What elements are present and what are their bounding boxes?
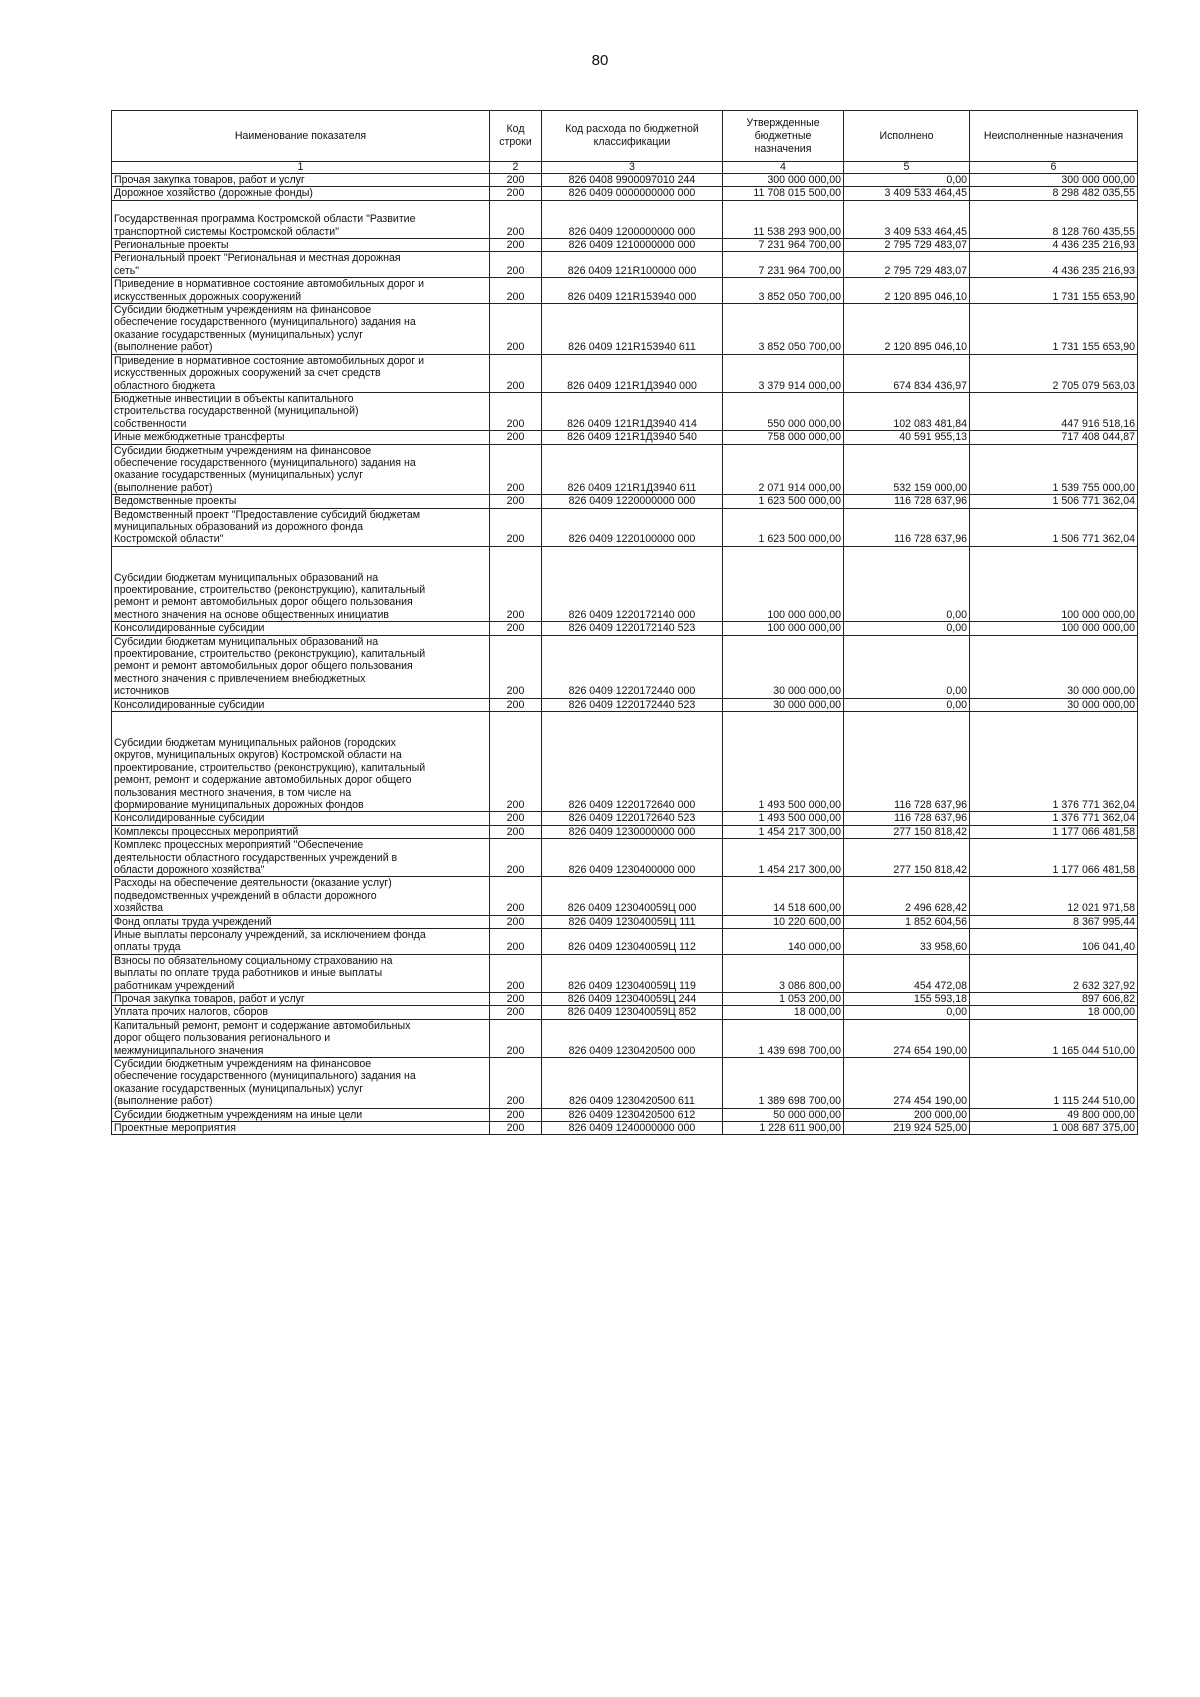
approved-amount-cell: 550 000 000,00 (723, 392, 844, 430)
unexecuted-amount-cell: 30 000 000,00 (970, 635, 1138, 698)
approved-amount-cell: 1 228 611 900,00 (723, 1122, 844, 1135)
row-code-cell: 200 (490, 1019, 542, 1057)
row-name-cell: Прочая закупка товаров, работ и услуг (112, 174, 490, 187)
approved-amount-cell: 1 454 217 300,00 (723, 825, 844, 838)
expense-code-cell: 826 0409 121R1Д3940 611 (542, 444, 723, 495)
row-code-cell: 200 (490, 812, 542, 825)
approved-amount-cell: 7 231 964 700,00 (723, 239, 844, 252)
approved-amount-cell: 140 000,00 (723, 928, 844, 954)
approved-amount-cell: 50 000 000,00 (723, 1108, 844, 1121)
row-code-cell: 200 (490, 712, 542, 812)
row-name-cell: Комплексы процессных мероприятий (112, 825, 490, 838)
table-row (112, 508, 1138, 546)
executed-amount-cell: 0,00 (844, 622, 970, 635)
row-code-cell: 200 (490, 278, 542, 304)
table-row (112, 698, 1138, 711)
table-row (112, 174, 1138, 187)
row-name-cell: Приведение в нормативное состояние автомобильных дорог и искусственных дорожных сооружений за счет средств областного бюджета (112, 354, 490, 392)
executed-amount-cell: 116 728 637,96 (844, 508, 970, 546)
unexecuted-amount-cell: 1 731 155 653,90 (970, 278, 1138, 304)
row-code-cell: 200 (490, 1058, 542, 1109)
table-row (112, 546, 1138, 621)
row-name-cell: Субсидии бюджетным учреждениям на финансовое обеспечение государственного (муниципального) задания на оказание государственных (муниципальных) услуг (выполнение работ) (112, 444, 490, 495)
table-row (112, 954, 1138, 992)
unexecuted-amount-cell: 1 177 066 481,58 (970, 839, 1138, 877)
executed-amount-cell: 33 958,60 (844, 928, 970, 954)
unexecuted-amount-cell: 1 376 771 362,04 (970, 712, 1138, 812)
expense-code-cell: 826 0409 1230000000 000 (542, 825, 723, 838)
unexecuted-amount-cell: 1 165 044 510,00 (970, 1019, 1138, 1057)
table-row (112, 278, 1138, 304)
row-code-cell: 200 (490, 431, 542, 444)
unexecuted-amount-cell: 1 115 244 510,00 (970, 1058, 1138, 1109)
unexecuted-amount-cell: 897 606,82 (970, 993, 1138, 1006)
header-unexecuted: Неисполненные назначения (970, 111, 1138, 162)
row-code-cell: 200 (490, 839, 542, 877)
row-code-cell: 200 (490, 825, 542, 838)
unexecuted-amount-cell: 447 916 518,16 (970, 392, 1138, 430)
row-name-cell: Субсидии бюджетам муниципальных районов (городских округов, муниципальных округов) Костромской области на проектирование, строительство (реконструкцию), капитальный ремонт, ремонт и содержание автомобильных дорог общего пользования местного значения, в том числе на формирование муниципальных дорожных фондов (112, 712, 490, 812)
expense-code-cell: 826 0409 1200000000 000 (542, 200, 723, 238)
executed-amount-cell: 2 120 895 046,10 (844, 304, 970, 355)
executed-amount-cell: 102 083 481,84 (844, 392, 970, 430)
row-code-cell: 200 (490, 928, 542, 954)
row-name-cell: Иные выплаты персоналу учреждений, за исключением фонда оплаты труда (112, 928, 490, 954)
table-row (112, 1006, 1138, 1019)
row-name-cell: Фонд оплаты труда учреждений (112, 915, 490, 928)
row-name-cell: Капитальный ремонт, ремонт и содержание автомобильных дорог общего пользования регионального и межмуниципального значения (112, 1019, 490, 1057)
row-name-cell: Субсидии бюджетным учреждениям на финансовое обеспечение государственного (муниципального) задания на оказание государственных (муниципальных) услуг (выполнение работ) (112, 304, 490, 355)
unexecuted-amount-cell: 4 436 235 216,93 (970, 252, 1138, 278)
expense-code-cell: 826 0409 1230420500 000 (542, 1019, 723, 1057)
row-code-cell: 200 (490, 993, 542, 1006)
expense-code-cell: 826 0409 1230400000 000 (542, 839, 723, 877)
approved-amount-cell: 300 000 000,00 (723, 174, 844, 187)
approved-amount-cell: 1 493 500 000,00 (723, 812, 844, 825)
executed-amount-cell: 2 120 895 046,10 (844, 278, 970, 304)
executed-amount-cell: 1 852 604,56 (844, 915, 970, 928)
approved-amount-cell: 1 389 698 700,00 (723, 1058, 844, 1109)
header-indicator-name: Наименование показателя (112, 111, 490, 162)
row-name-cell: Уплата прочих налогов, сборов (112, 1006, 490, 1019)
header-row-code: Код строки (490, 111, 542, 162)
column-number: 2 (490, 162, 542, 174)
expense-code-cell: 826 0409 1220172440 000 (542, 635, 723, 698)
approved-amount-cell: 11 708 015 500,00 (723, 187, 844, 200)
table-row (112, 839, 1138, 877)
executed-amount-cell: 0,00 (844, 698, 970, 711)
unexecuted-amount-cell: 717 408 044,87 (970, 431, 1138, 444)
executed-amount-cell: 2 795 729 483,07 (844, 252, 970, 278)
unexecuted-amount-cell: 8 128 760 435,55 (970, 200, 1138, 238)
column-number: 4 (723, 162, 844, 174)
executed-amount-cell: 274 654 190,00 (844, 1019, 970, 1057)
expense-code-cell: 826 0409 1220172440 523 (542, 698, 723, 711)
table-row (112, 915, 1138, 928)
expense-code-cell: 826 0408 9900097010 244 (542, 174, 723, 187)
row-code-cell: 200 (490, 200, 542, 238)
table-row (112, 187, 1138, 200)
unexecuted-amount-cell: 300 000 000,00 (970, 174, 1138, 187)
column-number: 6 (970, 162, 1138, 174)
table-row (112, 252, 1138, 278)
table-row (112, 928, 1138, 954)
table-row (112, 635, 1138, 698)
row-code-cell: 200 (490, 392, 542, 430)
expense-code-cell: 826 0409 1220000000 000 (542, 495, 723, 508)
row-code-cell: 200 (490, 954, 542, 992)
expense-code-cell: 826 0409 1220172640 000 (542, 712, 723, 812)
executed-amount-cell: 3 409 533 464,45 (844, 187, 970, 200)
executed-amount-cell: 0,00 (844, 635, 970, 698)
row-code-cell: 200 (490, 354, 542, 392)
row-name-cell: Региональный проект "Региональная и местная дорожная сеть" (112, 252, 490, 278)
row-name-cell: Консолидированные субсидии (112, 622, 490, 635)
approved-amount-cell: 100 000 000,00 (723, 622, 844, 635)
executed-amount-cell: 200 000,00 (844, 1108, 970, 1121)
executed-amount-cell: 2 496 628,42 (844, 877, 970, 915)
approved-amount-cell: 10 220 600,00 (723, 915, 844, 928)
approved-amount-cell: 3 852 050 700,00 (723, 278, 844, 304)
header-expense-code: Код расхода по бюджетной классификации (542, 111, 723, 162)
row-code-cell: 200 (490, 622, 542, 635)
unexecuted-amount-cell: 100 000 000,00 (970, 546, 1138, 621)
unexecuted-amount-cell: 49 800 000,00 (970, 1108, 1138, 1121)
unexecuted-amount-cell: 12 021 971,58 (970, 877, 1138, 915)
expense-code-cell: 826 0409 121R1Д3940 414 (542, 392, 723, 430)
expense-code-cell: 826 0409 123040059Ц 119 (542, 954, 723, 992)
row-name-cell: Проектные мероприятия (112, 1122, 490, 1135)
unexecuted-amount-cell: 30 000 000,00 (970, 698, 1138, 711)
executed-amount-cell: 2 795 729 483,07 (844, 239, 970, 252)
row-code-cell: 200 (490, 877, 542, 915)
executed-amount-cell: 274 454 190,00 (844, 1058, 970, 1109)
table-row (112, 1058, 1138, 1109)
row-name-cell: Прочая закупка товаров, работ и услуг (112, 993, 490, 1006)
expense-code-cell: 826 0409 123040059Ц 111 (542, 915, 723, 928)
executed-amount-cell: 0,00 (844, 174, 970, 187)
approved-amount-cell: 30 000 000,00 (723, 635, 844, 698)
approved-amount-cell: 11 538 293 900,00 (723, 200, 844, 238)
unexecuted-amount-cell: 18 000,00 (970, 1006, 1138, 1019)
executed-amount-cell: 155 593,18 (844, 993, 970, 1006)
header-executed: Исполнено (844, 111, 970, 162)
row-code-cell: 200 (490, 304, 542, 355)
executed-amount-cell: 219 924 525,00 (844, 1122, 970, 1135)
unexecuted-amount-cell: 8 298 482 035,55 (970, 187, 1138, 200)
approved-amount-cell: 1 439 698 700,00 (723, 1019, 844, 1057)
approved-amount-cell: 3 086 800,00 (723, 954, 844, 992)
unexecuted-amount-cell: 2 632 327,92 (970, 954, 1138, 992)
row-name-cell: Субсидии бюджетам муниципальных образований на проектирование, строительство (реконструкцию), капитальный ремонт и ремонт автомобильных дорог общего пользования местного значения на основе общественных инициатив (112, 546, 490, 621)
row-name-cell: Дорожное хозяйство (дорожные фонды) (112, 187, 490, 200)
header-approved: Утвержденные бюджетные назначения (723, 111, 844, 162)
row-code-cell: 200 (490, 495, 542, 508)
table-row (112, 1019, 1138, 1057)
table-row (112, 495, 1138, 508)
unexecuted-amount-cell: 4 436 235 216,93 (970, 239, 1138, 252)
row-code-cell: 200 (490, 187, 542, 200)
unexecuted-amount-cell: 2 705 079 563,03 (970, 354, 1138, 392)
approved-amount-cell: 758 000 000,00 (723, 431, 844, 444)
row-code-cell: 200 (490, 252, 542, 278)
table-header-row (112, 111, 1138, 162)
page-number: 80 (591, 52, 609, 69)
expense-code-cell: 826 0409 0000000000 000 (542, 187, 723, 200)
column-number: 3 (542, 162, 723, 174)
unexecuted-amount-cell: 1 506 771 362,04 (970, 495, 1138, 508)
table-row (112, 825, 1138, 838)
expense-code-cell: 826 0409 1240000000 000 (542, 1122, 723, 1135)
executed-amount-cell: 277 150 818,42 (844, 839, 970, 877)
row-code-cell: 200 (490, 444, 542, 495)
expense-code-cell: 826 0409 1220172140 523 (542, 622, 723, 635)
row-code-cell: 200 (490, 698, 542, 711)
approved-amount-cell: 100 000 000,00 (723, 546, 844, 621)
row-name-cell: Расходы на обеспечение деятельности (оказание услуг) подведомственных учреждений в области дорожного хозяйства (112, 877, 490, 915)
table-row (112, 1122, 1138, 1135)
row-code-cell: 200 (490, 915, 542, 928)
expense-code-cell: 826 0409 1230420500 611 (542, 1058, 723, 1109)
budget-execution-table (111, 110, 1138, 1135)
row-name-cell: Взносы по обязательному социальному страхованию на выплаты по оплате труда работников и иные выплаты работникам учреждений (112, 954, 490, 992)
table-row (112, 392, 1138, 430)
approved-amount-cell: 1 493 500 000,00 (723, 712, 844, 812)
approved-amount-cell: 1 623 500 000,00 (723, 495, 844, 508)
table-row (112, 239, 1138, 252)
executed-amount-cell: 0,00 (844, 546, 970, 621)
approved-amount-cell: 30 000 000,00 (723, 698, 844, 711)
row-name-cell: Государственная программа Костромской области "Развитие транспортной системы Костромской области" (112, 200, 490, 238)
row-name-cell: Комплекс процессных мероприятий "Обеспечение деятельности областного государственных учреждений в области дорожного хозяйства" (112, 839, 490, 877)
expense-code-cell: 826 0409 123040059Ц 000 (542, 877, 723, 915)
row-code-cell: 200 (490, 239, 542, 252)
executed-amount-cell: 277 150 818,42 (844, 825, 970, 838)
row-name-cell: Ведомственный проект "Предоставление субсидий бюджетам муниципальных образований из дорожного фонда Костромской области" (112, 508, 490, 546)
unexecuted-amount-cell: 106 041,40 (970, 928, 1138, 954)
column-number: 1 (112, 162, 490, 174)
unexecuted-amount-cell: 1 376 771 362,04 (970, 812, 1138, 825)
row-name-cell: Ведомственные проекты (112, 495, 490, 508)
row-name-cell: Приведение в нормативное состояние автомобильных дорог и искусственных дорожных сооружений (112, 278, 490, 304)
expense-code-cell: 826 0409 1230420500 612 (542, 1108, 723, 1121)
executed-amount-cell: 116 728 637,96 (844, 495, 970, 508)
row-name-cell: Субсидии бюджетным учреждениям на финансовое обеспечение государственного (муниципального) задания на оказание государственных (муниципальных) услуг (выполнение работ) (112, 1058, 490, 1109)
executed-amount-cell: 532 159 000,00 (844, 444, 970, 495)
executed-amount-cell: 674 834 436,97 (844, 354, 970, 392)
unexecuted-amount-cell: 1 539 755 000,00 (970, 444, 1138, 495)
table-row (112, 200, 1138, 238)
expense-code-cell: 826 0409 121R1Д3940 540 (542, 431, 723, 444)
unexecuted-amount-cell: 1 177 066 481,58 (970, 825, 1138, 838)
table-row (112, 1108, 1138, 1121)
unexecuted-amount-cell: 1 506 771 362,04 (970, 508, 1138, 546)
unexecuted-amount-cell: 8 367 995,44 (970, 915, 1138, 928)
executed-amount-cell: 454 472,08 (844, 954, 970, 992)
expense-code-cell: 826 0409 123040059Ц 244 (542, 993, 723, 1006)
expense-code-cell: 826 0409 1220100000 000 (542, 508, 723, 546)
row-code-cell: 200 (490, 174, 542, 187)
executed-amount-cell: 0,00 (844, 1006, 970, 1019)
approved-amount-cell: 1 623 500 000,00 (723, 508, 844, 546)
row-name-cell: Консолидированные субсидии (112, 698, 490, 711)
executed-amount-cell: 116 728 637,96 (844, 812, 970, 825)
approved-amount-cell: 3 852 050 700,00 (723, 304, 844, 355)
executed-amount-cell: 116 728 637,96 (844, 712, 970, 812)
table-row (112, 304, 1138, 355)
row-name-cell: Иные межбюджетные трансферты (112, 431, 490, 444)
row-name-cell: Субсидии бюджетным учреждениям на иные цели (112, 1108, 490, 1121)
expense-code-cell: 826 0409 121R153940 000 (542, 278, 723, 304)
expense-code-cell: 826 0409 1210000000 000 (542, 239, 723, 252)
table-row (112, 993, 1138, 1006)
table-row (112, 622, 1138, 635)
unexecuted-amount-cell: 1 731 155 653,90 (970, 304, 1138, 355)
table-row (112, 431, 1138, 444)
expense-code-cell: 826 0409 1220172640 523 (542, 812, 723, 825)
table-row (112, 354, 1138, 392)
row-name-cell: Бюджетные инвестиции в объекты капитального строительства государственной (муниципальной) собственности (112, 392, 490, 430)
row-name-cell: Региональные проекты (112, 239, 490, 252)
table-body (112, 174, 1138, 1135)
expense-code-cell: 826 0409 123040059Ц 112 (542, 928, 723, 954)
expense-code-cell: 826 0409 1220172140 000 (542, 546, 723, 621)
row-code-cell: 200 (490, 1108, 542, 1121)
executed-amount-cell: 3 409 533 464,45 (844, 200, 970, 238)
column-number: 5 (844, 162, 970, 174)
row-code-cell: 200 (490, 546, 542, 621)
executed-amount-cell: 40 591 955,13 (844, 431, 970, 444)
expense-code-cell: 826 0409 123040059Ц 852 (542, 1006, 723, 1019)
approved-amount-cell: 7 231 964 700,00 (723, 252, 844, 278)
approved-amount-cell: 2 071 914 000,00 (723, 444, 844, 495)
expense-code-cell: 826 0409 121R100000 000 (542, 252, 723, 278)
unexecuted-amount-cell: 100 000 000,00 (970, 622, 1138, 635)
row-name-cell: Консолидированные субсидии (112, 812, 490, 825)
row-code-cell: 200 (490, 508, 542, 546)
table-row (112, 444, 1138, 495)
row-code-cell: 200 (490, 1122, 542, 1135)
table-row (112, 812, 1138, 825)
table-row (112, 877, 1138, 915)
approved-amount-cell: 1 454 217 300,00 (723, 839, 844, 877)
row-code-cell: 200 (490, 1006, 542, 1019)
column-number-row (112, 162, 1138, 174)
expense-code-cell: 826 0409 121R1Д3940 000 (542, 354, 723, 392)
approved-amount-cell: 3 379 914 000,00 (723, 354, 844, 392)
row-code-cell: 200 (490, 635, 542, 698)
approved-amount-cell: 14 518 600,00 (723, 877, 844, 915)
unexecuted-amount-cell: 1 008 687 375,00 (970, 1122, 1138, 1135)
approved-amount-cell: 18 000,00 (723, 1006, 844, 1019)
approved-amount-cell: 1 053 200,00 (723, 993, 844, 1006)
expense-code-cell: 826 0409 121R153940 611 (542, 304, 723, 355)
table-row (112, 712, 1138, 812)
row-name-cell: Субсидии бюджетам муниципальных образований на проектирование, строительство (реконструкцию), капитальный ремонт и ремонт автомобильных дорог общего пользования местного значения с привлечением внебюджетных источников (112, 635, 490, 698)
